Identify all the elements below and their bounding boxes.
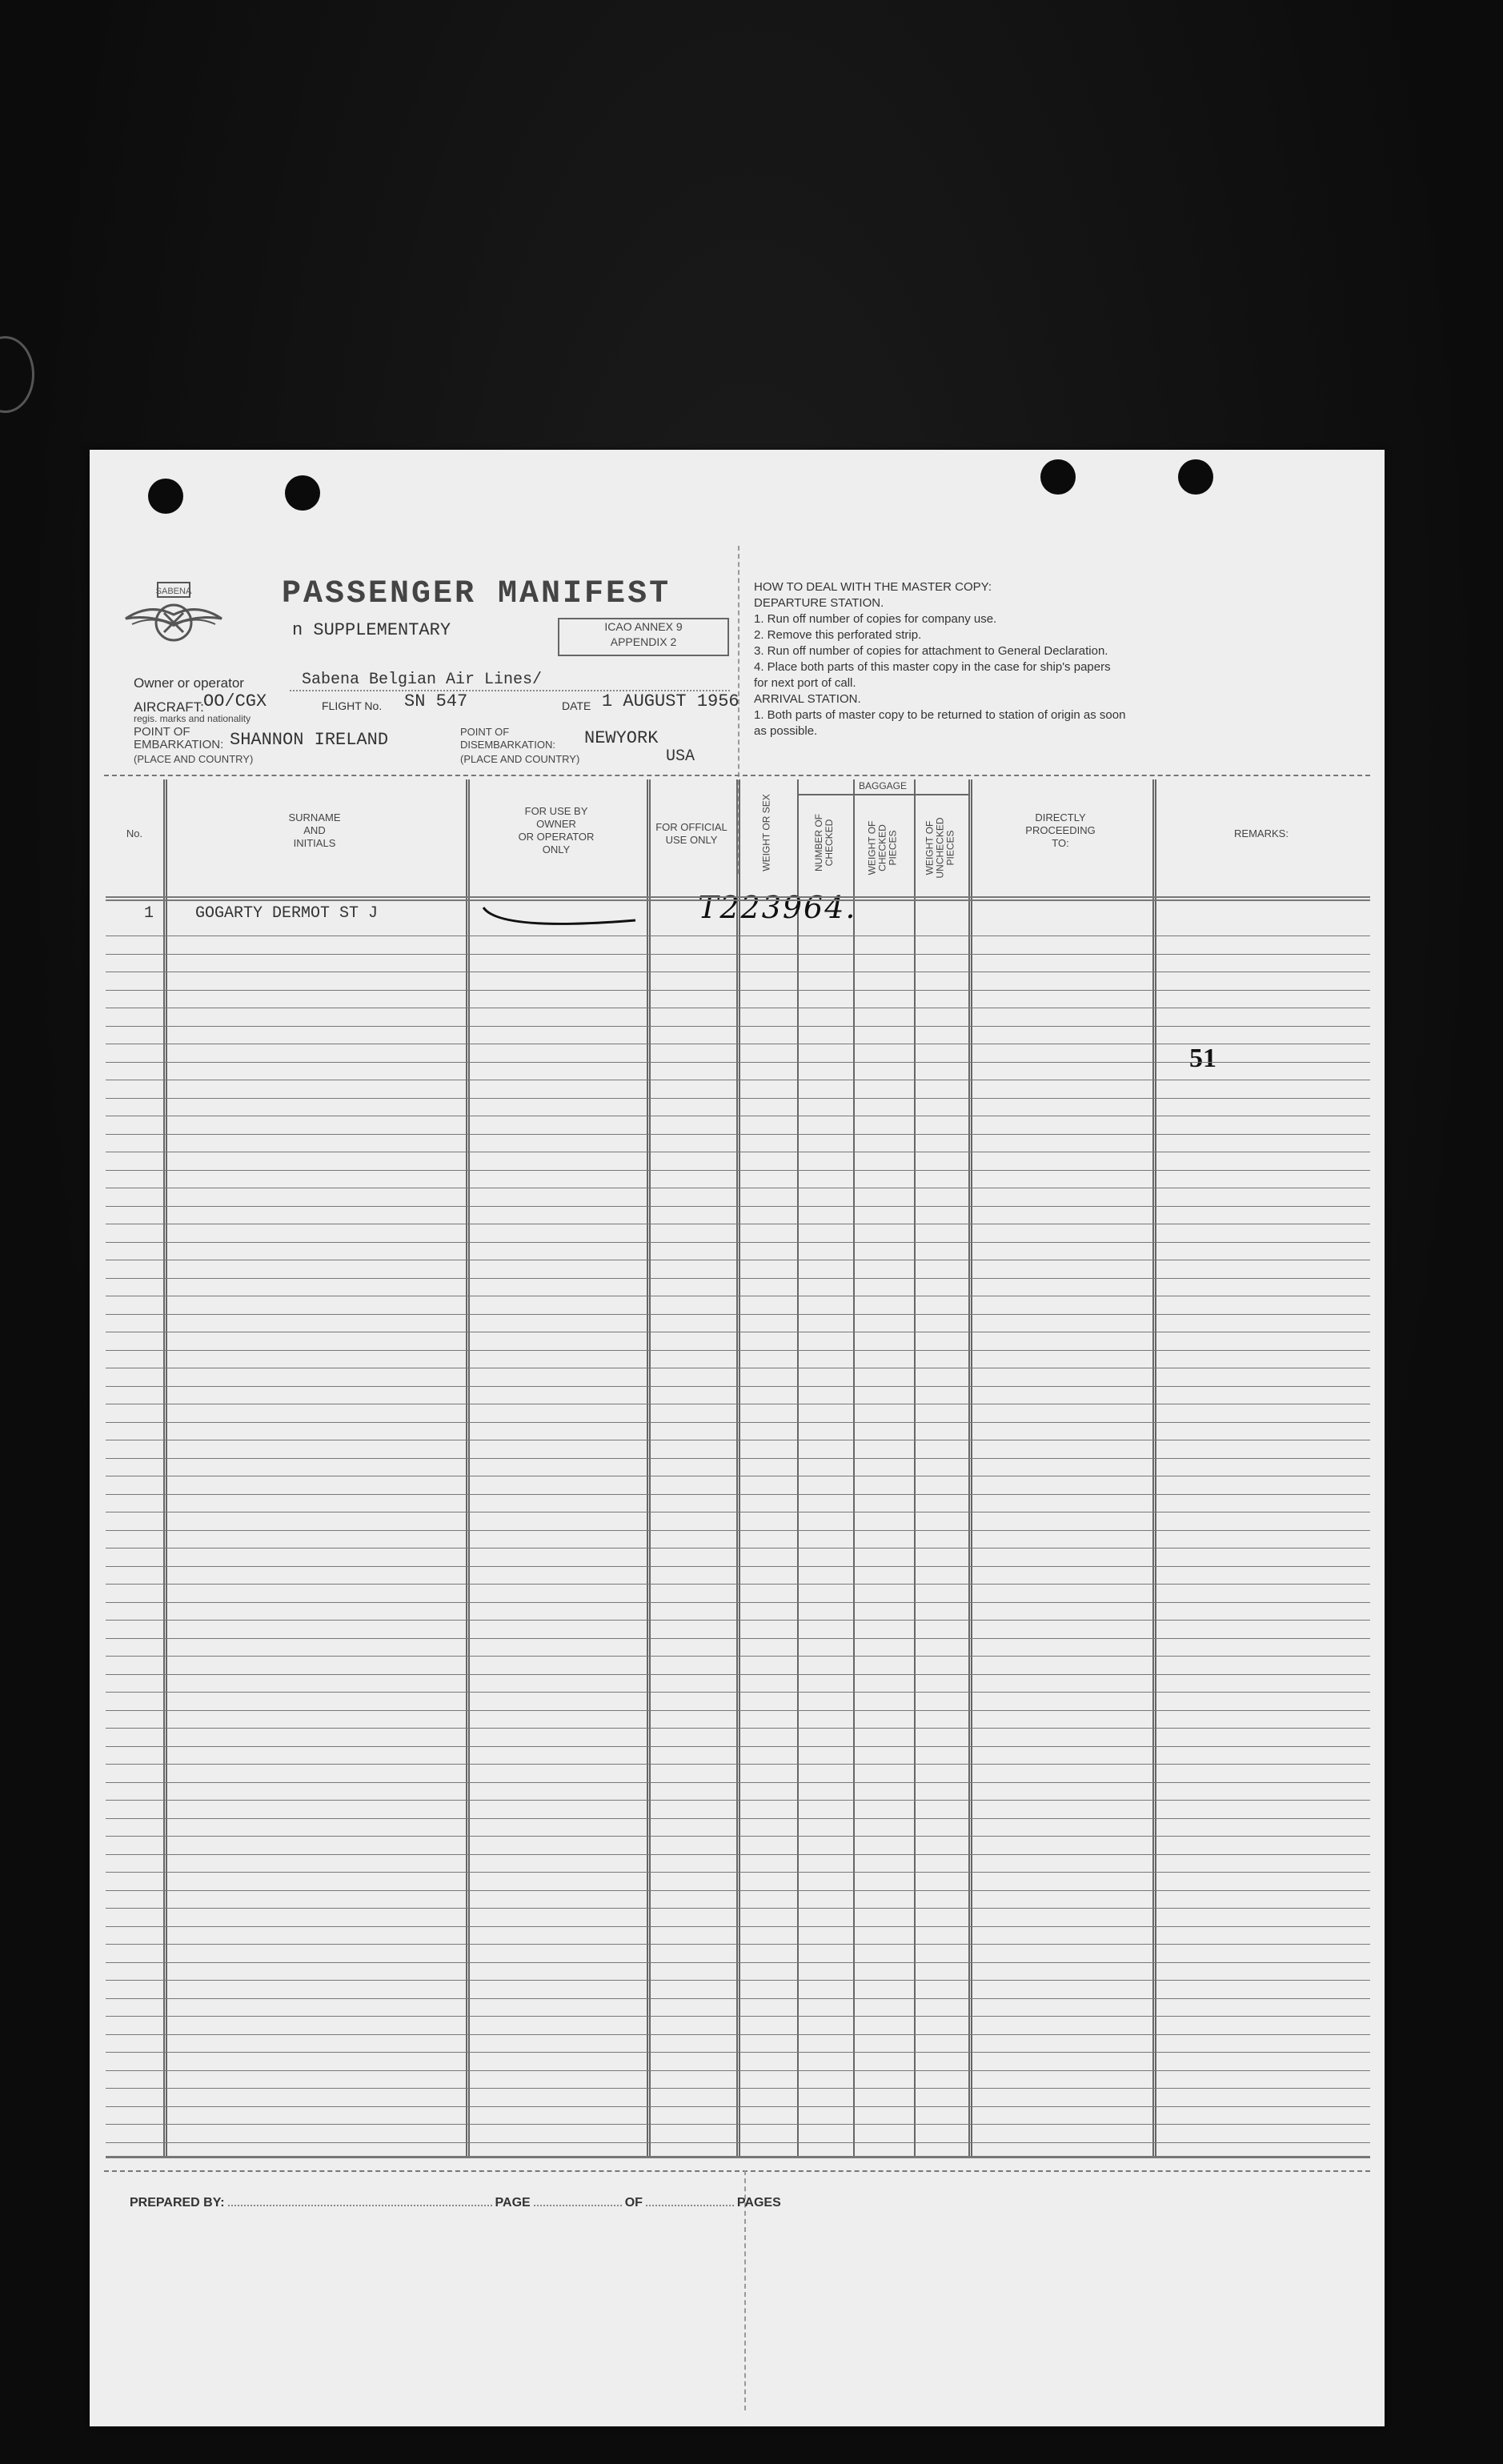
handwritten-tick-mark [467,899,643,932]
table-header-rule [106,899,1370,901]
table-row-rule [106,2124,1370,2125]
table-row-rule [106,2070,1370,2071]
punch-hole [285,475,320,511]
prepared-by-label: PREPARED BY: [130,2196,225,2210]
instruction-line: for next port of call. [754,676,856,690]
table-row-rule [106,1944,1370,1945]
table-row-rule [106,1548,1370,1549]
col-head-num-checked: NUMBER OF CHECKED [813,814,835,871]
master-copy-instructions [754,579,1330,739]
instruction-line: 3. Run off number of copies for attachment to General Declaration. [754,644,1108,658]
col-head-owner-use: FOR USE BY OWNER OR OPERATOR ONLY [518,805,595,855]
table-row-rule [106,1782,1370,1783]
table-row-rule [106,1926,1370,1927]
flight-value: SN 547 [404,691,468,711]
punch-hole [1040,459,1076,495]
table-row-rule [106,2142,1370,2143]
table-row-rule [106,1710,1370,1711]
table-row-rule [106,1278,1370,1279]
table-row-rule [106,1602,1370,1603]
table-row-rule [106,1656,1370,1657]
embark-label-3: (PLACE AND COUNTRY) [134,753,254,765]
table-row-rule [106,1422,1370,1423]
table-row-rule [106,1584,1370,1585]
flight-label: FLIGHT No. [322,699,383,712]
icao-ref-line: ICAO ANNEX 9 [604,620,683,633]
table-row-rule [106,1620,1370,1621]
icao-ref-line: APPENDIX 2 [610,635,677,648]
col-head-directly-to: DIRECTLY PROCEEDING TO: [1025,811,1096,849]
table-row-rule [106,1386,1370,1387]
col-head-weight-checked: WEIGHT OF CHECKED PIECES [866,820,899,875]
instruction-line: DEPARTURE STATION. [754,596,884,610]
page-label: PAGE [495,2196,531,2210]
logo-text: SABENA [155,587,192,596]
table-row-rule [106,954,1370,955]
col-head-weight-sex: WEIGHT OR SEX [760,794,772,871]
table-row-rule [106,1206,1370,1207]
aircraft-sub-label: regis. marks and nationality [134,713,251,724]
disembark-label-3: (PLACE AND COUNTRY) [460,753,580,765]
date-label: DATE [562,699,591,712]
column-divider [797,779,799,2158]
table-row-rule [106,1026,1370,1027]
header-separator [104,775,1370,776]
stamp-number: 51 [1189,1044,1216,1073]
of-label: OF [624,2196,643,2210]
embark-label-2: EMBARKATION: [134,738,224,751]
column-divider [736,779,740,2158]
table-row-rule [106,1818,1370,1819]
passenger-table [106,779,1370,2158]
instruction-line: 1. Run off number of copies for company use. [754,612,997,626]
passenger-name: GOGARTY DERMOT ST J [195,904,379,923]
table-row-rule [106,1494,1370,1495]
table-row-rule [106,1350,1370,1351]
page-dots [534,2205,622,2206]
table-row-rule [106,2106,1370,2107]
table-row-rule [106,1746,1370,1747]
table-row-rule [106,1566,1370,1567]
table-row-rule [106,1998,1370,1999]
prepared-by-line [130,2196,781,2210]
column-divider [647,779,651,2158]
instruction-line: HOW TO DEAL WITH THE MASTER COPY: [754,580,992,594]
table-row-rule [106,1890,1370,1891]
table-row-rule [106,1530,1370,1531]
column-divider [1152,779,1156,2158]
table-row-rule [106,1242,1370,1243]
instruction-line: 4. Place both parts of this master copy in the case for ship's papers [754,660,1111,674]
instruction-line: 1. Both parts of master copy to be returned to station of origin as soon [754,708,1126,722]
column-divider [466,779,470,2158]
col-head-no: No. [126,827,143,839]
sabena-logo [118,575,230,663]
column-divider [163,779,167,2158]
disembark-label-1: POINT OF [460,726,510,738]
owner-label: Owner or operator [134,675,244,691]
date-value: 1 AUGUST 1956 [602,691,739,711]
col-head-baggage: BAGGAGE [858,780,908,791]
disembark-country: USA [666,747,695,766]
supplementary-label: n SUPPLEMENTARY [292,620,451,640]
col-head-remarks: REMARKS: [1234,827,1289,839]
table-row-rule [106,1764,1370,1765]
embark-label-1: POINT OF [134,725,190,739]
prepared-by-dots [228,2205,492,2206]
row-number: 1 [144,904,154,923]
icao-reference-box [558,618,729,656]
column-divider [914,779,916,2158]
table-row-rule [106,1836,1370,1837]
aircraft-label: AIRCRAFT: [134,699,204,715]
table-row-rule [106,1458,1370,1459]
table-row-rule [106,1134,1370,1135]
punch-hole [1178,459,1213,495]
disembark-value: NEWYORK [584,728,659,748]
col-head-official-use: FOR OFFICIAL USE ONLY [655,821,727,846]
column-divider [968,779,972,2158]
disembark-label-2: DISEMBARKATION: [460,739,555,751]
table-row-rule [106,2052,1370,2053]
form-title: PASSENGER MANIFEST [282,576,671,612]
table-row-rule [106,1314,1370,1315]
table-row-rule [106,2034,1370,2035]
table-header-rule [106,896,1370,898]
aircraft-value: OO/CGX [203,691,267,711]
owner-value: Sabena Belgian Air Lines/ [302,671,543,689]
instruction-line: ARRIVAL STATION. [754,692,861,706]
instruction-line: 2. Remove this perforated strip. [754,628,922,642]
col-head-weight-unchecked: WEIGHT OF UNCHECKED PIECES [924,817,956,879]
table-row-rule [106,1854,1370,1855]
col-head-surname: SURNAME AND INITIALS [288,811,341,849]
table-row-rule [106,2088,1370,2089]
table-row-rule [106,1098,1370,1099]
table-row-rule [106,1980,1370,1981]
footer-separator [104,2170,1370,2172]
table-row-rule [106,2016,1370,2017]
form-footer [90,2170,1385,2410]
table-row-rule [106,1170,1370,1171]
official-use-entry: T223964. [698,890,857,925]
table-row-rule [106,1638,1370,1639]
table-row-rule [106,1692,1370,1693]
table-row-rule [106,1674,1370,1675]
manifest-sheet [90,450,1385,2426]
punch-hole [148,479,183,514]
table-row-rule [106,1062,1370,1063]
embark-value: SHANNON IRELAND [230,730,389,750]
instruction-line: as possible. [754,724,818,738]
table-row-rule [106,1908,1370,1909]
table-row-rule [106,1800,1370,1801]
column-divider [853,779,855,2158]
baggage-bracket [797,794,968,795]
pages-label: PAGES [736,2196,781,2210]
table-row-rule [106,1962,1370,1963]
table-row-rule [106,1872,1370,1873]
table-row-rule [106,990,1370,991]
of-dots [646,2205,734,2206]
table-row-rule [106,1728,1370,1729]
table-bottom-rule [106,2156,1370,2158]
